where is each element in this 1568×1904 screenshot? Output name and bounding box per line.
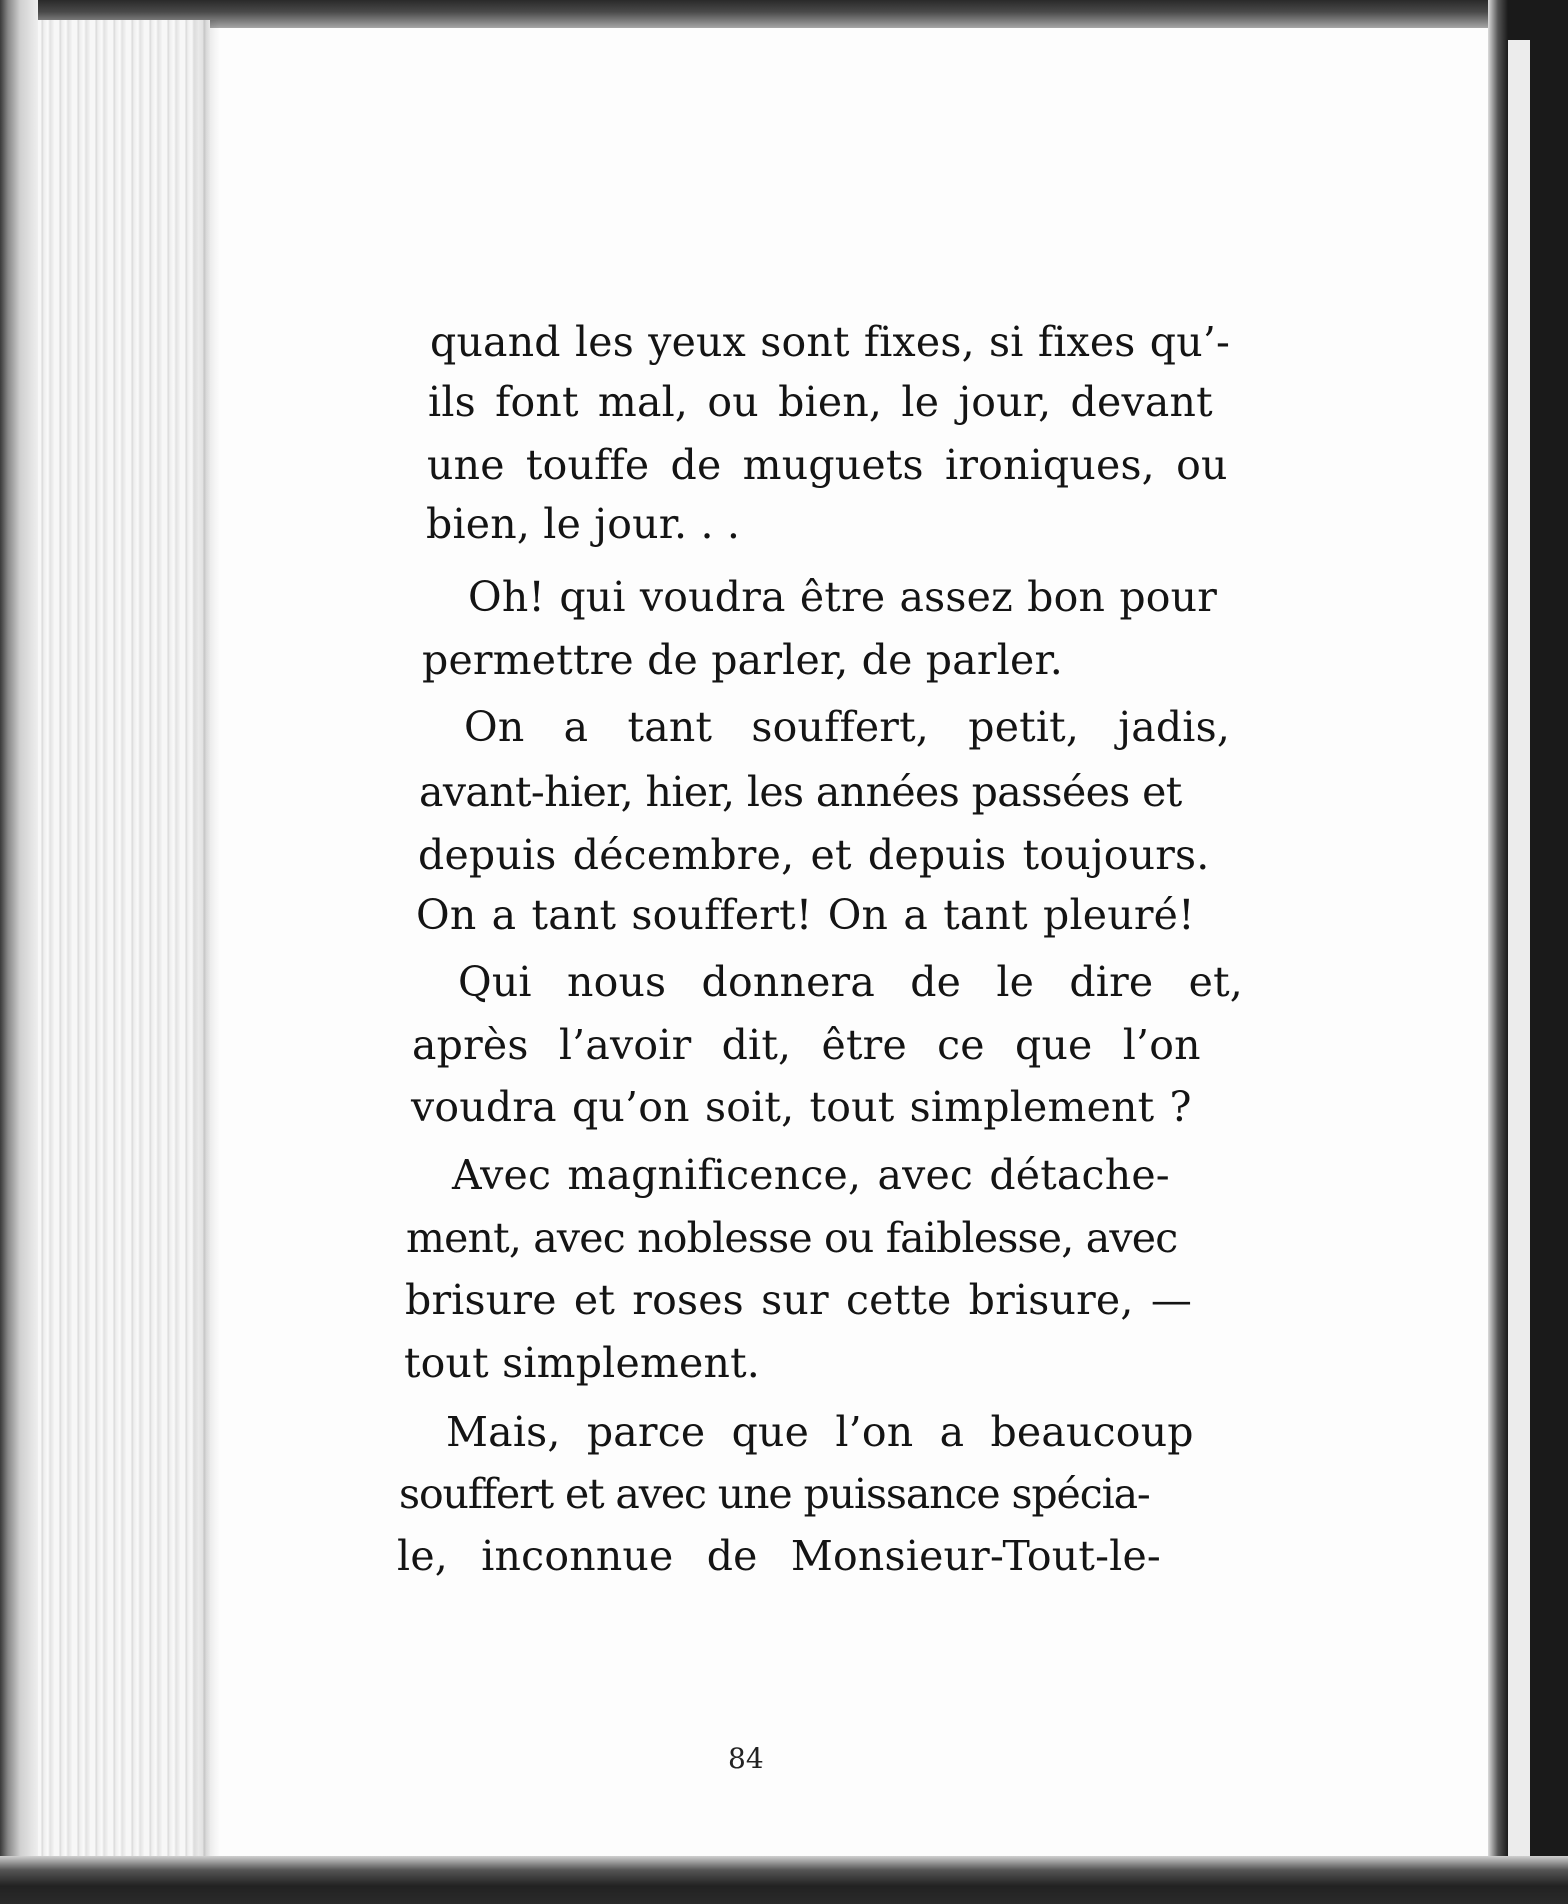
text-line: Mais, parce que l’on a beaucoup (446, 1408, 1194, 1456)
text-line: ils font mal, ou bien, le jour, devant (428, 378, 1213, 426)
text-line: On a tant souffert, petit, jadis, (464, 703, 1231, 751)
text-line: le, inconnue de Monsieur-Tout-le- (397, 1532, 1161, 1580)
text-line: brisure et roses sur cette brisure, — (405, 1276, 1193, 1324)
text-line: depuis décembre, et depuis toujours. (418, 831, 1210, 879)
text-line: tout simplement. (404, 1339, 760, 1387)
text-line: après l’avoir dit, être ce que l’on (412, 1021, 1201, 1069)
text-line: permettre de parler, de parler. (422, 636, 1063, 684)
text-line: bien, le jour. . . (426, 500, 741, 548)
text-line: quand les yeux sont fixes, si fixes qu’- (430, 318, 1231, 366)
text-line: Oh! qui voudra être assez bon pour (468, 573, 1218, 621)
text-line: voudra qu’on soit, tout simplement ? (411, 1083, 1192, 1131)
text-line: Avec magnificence, avec détache- (452, 1151, 1170, 1199)
text-line: ment, avec noblesse ou faiblesse, avec (406, 1214, 1178, 1262)
text-line: On a tant souffert! On a tant pleuré! (416, 891, 1195, 939)
text-line: Qui nous donnera de le dire et, (458, 958, 1243, 1006)
page-number: 84 (728, 1742, 764, 1775)
text-line: une touffe de muguets ironiques, ou (427, 441, 1228, 489)
text-line: souffert et avec une puissance spécia- (399, 1470, 1150, 1518)
text-line: avant-hier, hier, les années passées et (419, 768, 1182, 816)
